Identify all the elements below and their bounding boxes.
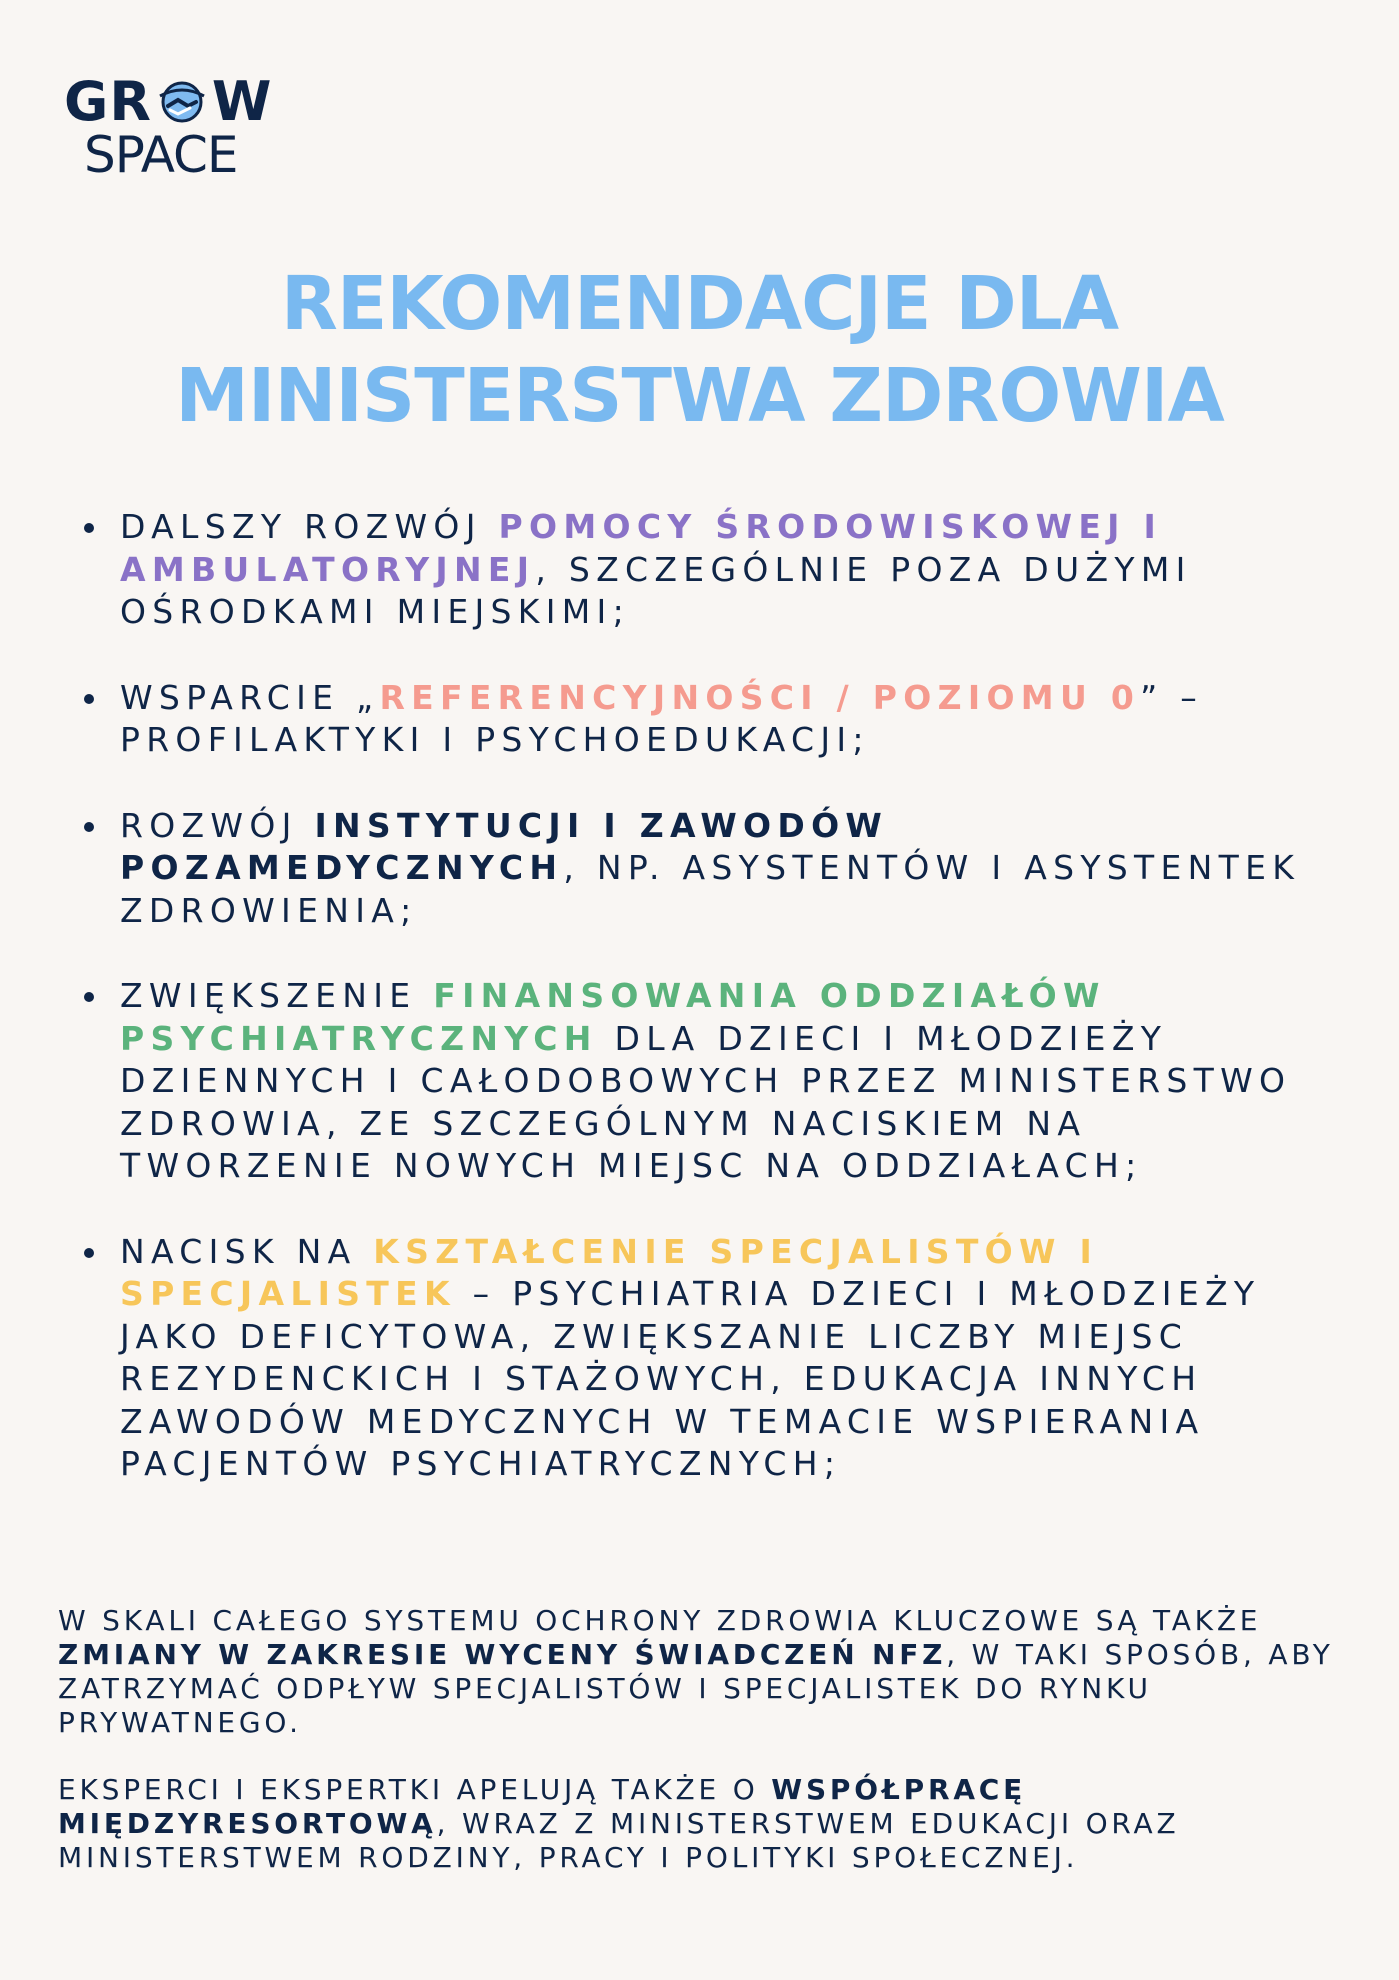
title-line-2: MINISTERSTWA ZDROWIA bbox=[175, 353, 1224, 439]
logo-line-grow: GR W bbox=[64, 70, 273, 133]
title-line-1: REKOMENDACJE DLA bbox=[280, 261, 1119, 347]
rec-highlight: REFERENCYJNOŚCI / POZIOMU 0 bbox=[379, 677, 1141, 717]
rec-text: , SZCZEGÓLNIE POZA DUŻYMI OŚRODKAMI MIEJSKIMI; bbox=[120, 549, 1192, 631]
handshake-icon bbox=[154, 76, 210, 122]
logo-line-space: SPACE bbox=[84, 126, 238, 184]
rec-text: DLA DZIECI I MŁODZIEŻY DZIENNYCH I CAŁODOBOWYCH PRZEZ MINISTERSTWO ZDROWIA, ZE SZCZEGÓLNYM NACISKIEM NA TWORZENIE NOWYCH MIEJSC NA ODDZIAŁACH; bbox=[120, 1018, 1292, 1185]
recommendation-item bbox=[84, 805, 1344, 933]
rec-highlight: POMOCY ŚRODOWISKOWEJ I AMBULATORYJNEJ bbox=[120, 507, 1163, 589]
recommendation-item bbox=[84, 506, 1344, 634]
paragraph-bold: ZMIANY W ZAKRESIE WYCENY ŚWIADCZEŃ NFZ bbox=[58, 1638, 947, 1671]
rec-highlight: FINANSOWANIA ODDZIAŁÓW PSYCHIATRYCZNYCH bbox=[120, 976, 1106, 1058]
paragraph-text: , WRAZ Z MINISTERSTWEM EDUKACJI ORAZ MINISTERSTWEM RODZINY, PRACY I POLITYKI SPOŁECZNEJ. bbox=[58, 1807, 1180, 1874]
rec-text: DALSZY ROZWÓJ bbox=[120, 507, 499, 546]
rec-text: ZWIĘKSZENIE bbox=[120, 976, 434, 1015]
rec-text: ROZWÓJ bbox=[120, 805, 315, 845]
rec-text: , NP. ASYSTENTÓW I ASYSTENTEK ZDROWIENIA; bbox=[120, 848, 1301, 930]
rec-highlight: INSTYTUCJI I ZAWODÓW POZAMEDYCZNYCH bbox=[120, 805, 889, 887]
paragraph-bold: WSPÓŁPRACĘ MIĘDZYRESORTOWĄ bbox=[58, 1773, 1027, 1840]
paragraph-text: , W TAKI SPOSÓB, ABY ZATRZYMAĆ ODPŁYW SPECJALISTÓW I SPECJALISTEK DO RYNKU PRYWATNEGO. bbox=[58, 1638, 1334, 1739]
recommendation-item bbox=[84, 1231, 1344, 1486]
rec-highlight: KSZTAŁCENIE SPECJALISTÓW I SPECJALISTEK bbox=[120, 1231, 1099, 1313]
recommendations-list bbox=[84, 506, 1344, 1529]
paragraph-text: EKSPERCI I EKSPERTKI APELUJĄ TAKŻE O bbox=[58, 1773, 772, 1806]
recommendation-item bbox=[84, 677, 1344, 762]
page-title bbox=[0, 258, 1399, 442]
rec-text: NACISK NA bbox=[120, 1231, 374, 1271]
paragraph-cooperation bbox=[58, 1773, 1358, 1875]
rec-text: – PSYCHIATRIA DZIECI I MŁODZIEŻY JAKO DEFICYTOWA, ZWIĘKSZANIE LICZBY MIEJSC REZYDENCKICH I STAŻOWYCH, EDUKACJA INNYCH ZAWODÓW MEDYCZNYCH W TEMACIE WSPIERANIA PACJENTÓW PSYCHIATRYCZNYCH; bbox=[120, 1274, 1261, 1483]
paragraph-text: W SKALI CAŁEGO SYSTEMU OCHRONY ZDROWIA KLUCZOWE SĄ TAKŻE bbox=[58, 1604, 1262, 1637]
growspace-logo bbox=[64, 72, 284, 182]
recommendation-item bbox=[84, 975, 1344, 1188]
paragraph-nfz bbox=[58, 1604, 1358, 1740]
rec-text: ” – PROFILAKTYKI I PSYCHOEDUKACJI; bbox=[120, 677, 1204, 759]
rec-text: WSPARCIE „ bbox=[120, 677, 380, 717]
